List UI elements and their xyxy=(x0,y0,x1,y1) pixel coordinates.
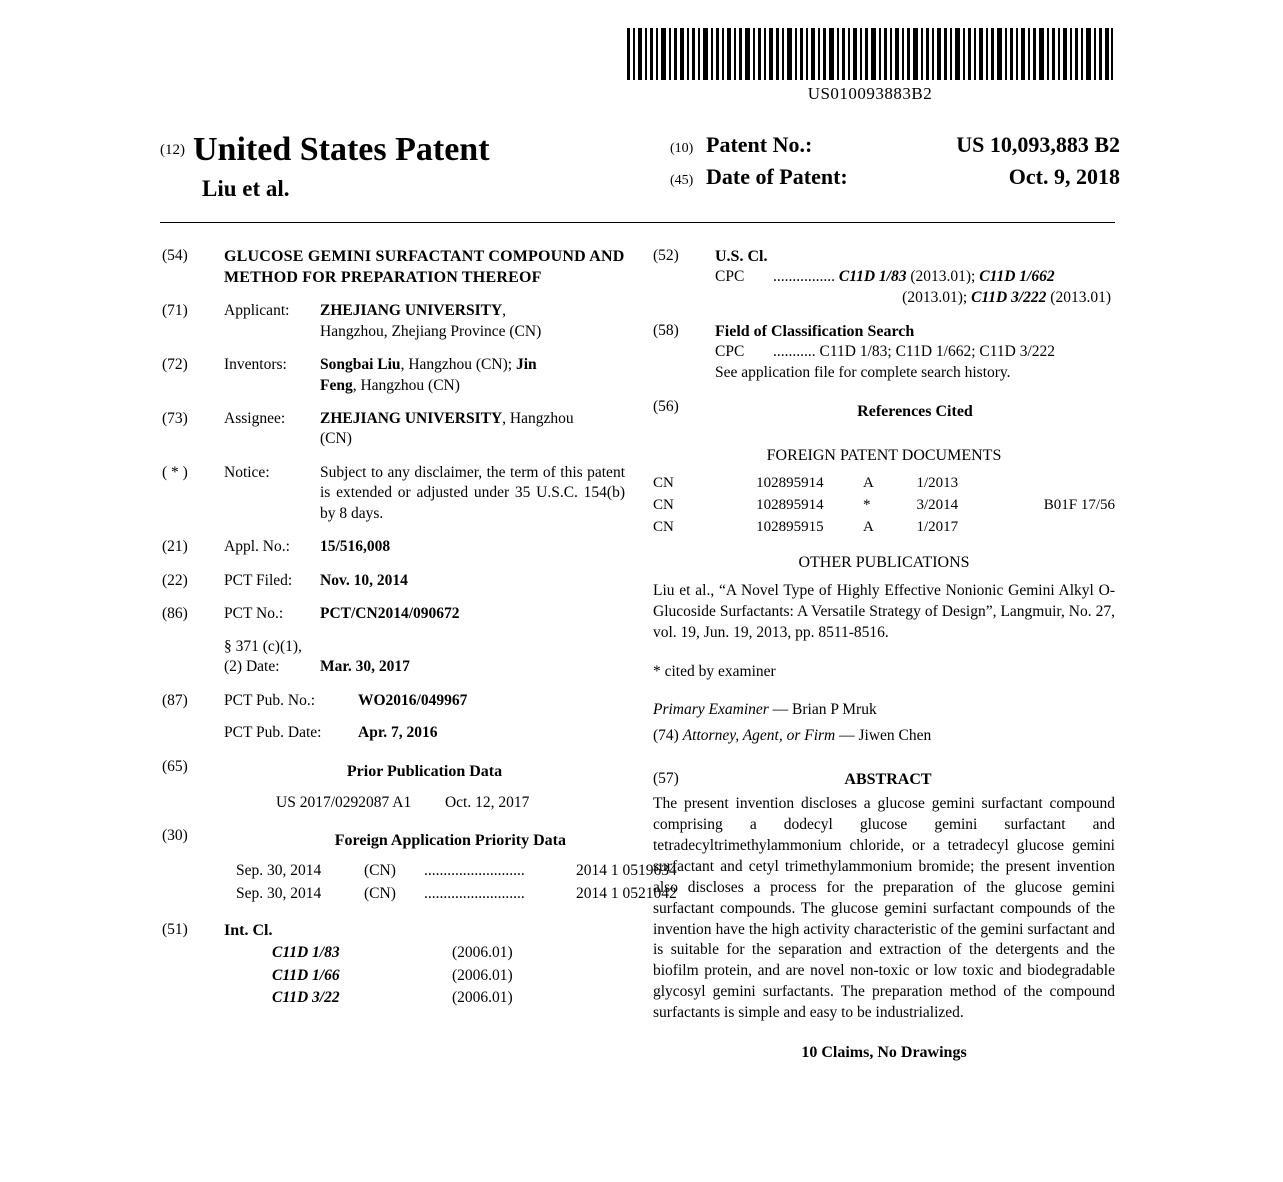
inventors-label: Inventors: xyxy=(224,356,287,374)
assignee-country: (CN) xyxy=(320,430,352,448)
foreign-priority-dots: .......................... xyxy=(424,862,525,880)
foreign-docs-table xyxy=(653,474,1115,537)
foreign-priority-number: 2014 1 0519634 xyxy=(576,862,677,880)
us-cl-line2 xyxy=(715,288,1115,308)
foreign-doc-number: 102895915 xyxy=(756,518,824,535)
int-cl-heading: Int. Cl. xyxy=(224,922,273,940)
foreign-doc-class xyxy=(1000,518,1115,538)
foreign-doc-class xyxy=(1000,474,1115,494)
abstract-heading-row xyxy=(653,769,1115,790)
field-us-cl xyxy=(653,246,1115,308)
us-cl-value-1-suffix: (2013.01); xyxy=(906,268,980,286)
section-371-date-label: (2) Date: xyxy=(224,658,280,676)
patent-title-left xyxy=(160,132,660,202)
pct-no-label: PCT No.: xyxy=(224,605,284,623)
int-cl-table xyxy=(272,943,625,1008)
field-refs-tag: (56) xyxy=(653,398,679,416)
attorney-row xyxy=(653,726,1115,746)
us-cl-line2-prefix: (2013.01); xyxy=(902,288,972,306)
field-us-cl-tag: (52) xyxy=(653,247,679,264)
int-cl-year: (2006.01) xyxy=(452,989,513,1007)
field-references-cited xyxy=(653,397,1115,432)
inventor-2-name-part2: Feng xyxy=(320,376,353,394)
us-cl-dots: ................ xyxy=(773,268,835,286)
foreign-priority-row xyxy=(224,884,677,904)
cls-search-heading: Field of Classification Search xyxy=(715,323,915,341)
kind-code-tag: (12) xyxy=(160,142,185,158)
us-cl-cpc-key: CPC xyxy=(715,268,745,286)
patent-number-row xyxy=(670,132,1120,158)
foreign-doc-date: 3/2014 xyxy=(916,497,959,514)
int-cl-code: C11D 3/22 xyxy=(272,989,340,1007)
field-notice-tag: ( * ) xyxy=(162,463,188,481)
barcode-block xyxy=(625,28,1115,104)
field-pct-no xyxy=(160,604,625,677)
other-publication-citation: Liu et al., “A Novel Type of Highly Effective Nonionic Gemini Alkyl O-Glucoside Surfactants: A Versatile Strategy of Design”, Langmuir, No. 27, vol. 19, Jun. 19, 2013, pp. 8511-8516. xyxy=(653,581,1115,641)
foreign-doc-number: 102895914 xyxy=(756,497,824,514)
int-cl-year: (2006.01) xyxy=(452,966,513,984)
field-pct-filed xyxy=(160,571,625,591)
patent-date-row xyxy=(670,164,1120,190)
foreign-doc-kind: * xyxy=(863,497,871,514)
field-prior-pub-tag: (65) xyxy=(162,758,188,776)
foreign-doc-row xyxy=(653,474,1115,494)
int-cl-row xyxy=(272,988,625,1008)
field-assignee xyxy=(160,409,625,450)
prior-pub-block xyxy=(224,757,625,813)
attorney-tag: (74) xyxy=(653,727,679,745)
field-assignee-tag: (73) xyxy=(162,410,188,428)
pct-filed-value: Nov. 10, 2014 xyxy=(320,571,408,589)
patent-number-label: Patent No.: xyxy=(706,132,813,157)
applicant-address: Hangzhou, Zhejiang Province (CN) xyxy=(320,322,542,340)
us-cl-heading: U.S. Cl. xyxy=(715,248,768,265)
assignee-name: ZHEJIANG UNIVERSITY xyxy=(320,410,503,428)
inventor-1-name: Songbai Liu xyxy=(320,356,401,374)
field-prior-publication xyxy=(160,757,625,813)
cls-search-cpc-line xyxy=(715,342,1115,362)
field-inventors xyxy=(160,355,625,396)
barcode-number: US010093883B2 xyxy=(807,84,933,103)
inventor-2-name-part1: Jin xyxy=(515,356,537,374)
foreign-priority-country: (CN) xyxy=(364,862,396,880)
primary-examiner-value: — Brian P Mruk xyxy=(768,700,877,718)
field-applicant xyxy=(160,301,625,342)
pct-pub-label: PCT Pub. No.: xyxy=(224,691,316,709)
foreign-priority-dots: .......................... xyxy=(424,884,525,902)
pct-filed-block xyxy=(224,571,625,591)
foreign-doc-kind: A xyxy=(863,475,874,492)
foreign-docs-heading: FOREIGN PATENT DOCUMENTS xyxy=(766,447,1002,465)
patent-date-value: Oct. 9, 2018 xyxy=(1008,164,1120,189)
patent-date-tag: (45) xyxy=(670,173,694,188)
field-appl-no-tag: (21) xyxy=(162,538,188,556)
references-heading: References Cited xyxy=(857,403,973,421)
field-pct-pub-tag: (87) xyxy=(162,691,188,709)
foreign-priority-country: (CN) xyxy=(364,884,396,902)
bibliographic-right-column xyxy=(653,246,1115,1063)
foreign-priority-number: 2014 1 0521042 xyxy=(576,884,677,902)
us-cl-cpc-line xyxy=(715,267,1115,287)
cls-search-dots: ........... xyxy=(773,343,816,361)
other-publications xyxy=(653,552,1115,644)
int-cl-block xyxy=(224,920,625,1010)
us-patent-text: United States Patent xyxy=(193,131,490,168)
foreign-doc-kind: A xyxy=(863,518,874,535)
inventor-surname-line: Liu et al. xyxy=(202,175,290,201)
section-371-date-value: Mar. 30, 2017 xyxy=(320,658,410,676)
barcode-image xyxy=(625,28,1115,80)
prior-pub-date: Oct. 12, 2017 xyxy=(444,793,530,811)
cls-search-note: See application file for complete search history. xyxy=(715,363,1011,381)
invention-title: GLUCOSE GEMINI SURFACTANT COMPOUND AND METHOD FOR PREPARATION THEREOF xyxy=(224,248,625,287)
pct-pub-value: WO2016/049967 xyxy=(358,691,468,709)
patent-date-label: Date of Patent: xyxy=(706,164,848,189)
foreign-doc-date: 1/2017 xyxy=(916,518,959,535)
foreign-doc-country: CN xyxy=(653,518,674,535)
field-notice xyxy=(160,463,625,524)
assignee-city: , Hangzhou xyxy=(502,410,574,428)
appl-no-block xyxy=(224,537,625,557)
notice-label: Notice: xyxy=(224,463,270,481)
foreign-doc-country: CN xyxy=(653,475,674,492)
inventor-2-city: , Hangzhou (CN) xyxy=(352,376,460,394)
us-cl-line2-suffix: (2013.01) xyxy=(1046,288,1111,306)
foreign-priority-heading: Foreign Application Priority Data xyxy=(334,832,566,850)
foreign-priority-block xyxy=(224,826,677,906)
abstract-heading: ABSTRACT xyxy=(844,770,932,788)
patent-title-right xyxy=(670,132,1120,196)
cls-search-value: C11D 1/83; C11D 1/662; C11D 3/222 xyxy=(819,343,1056,361)
inventors-block xyxy=(224,355,625,396)
other-publications-heading: OTHER PUBLICATIONS xyxy=(798,553,970,571)
section-371-line1: § 371 (c)(1), xyxy=(224,637,302,655)
foreign-priority-date: Sep. 30, 2014 xyxy=(236,862,322,880)
foreign-doc-class: B01F 17/56 xyxy=(1043,497,1115,514)
attorney-label: Attorney, Agent, or Firm xyxy=(682,727,836,745)
assignee-block xyxy=(224,409,625,450)
pct-no-block xyxy=(224,604,625,677)
field-applicant-tag: (71) xyxy=(162,302,188,320)
pct-pub-block xyxy=(224,691,625,744)
field-classification-search xyxy=(653,321,1115,383)
foreign-doc-country: CN xyxy=(653,497,674,514)
int-cl-row xyxy=(272,943,625,963)
int-cl-code: C11D 1/66 xyxy=(272,966,340,984)
foreign-priority-row xyxy=(224,861,677,881)
field-title xyxy=(160,246,625,288)
appl-no-value: 15/516,008 xyxy=(320,538,391,556)
field-foreign-tag: (30) xyxy=(162,827,188,845)
attorney-value: — Jiwen Chen xyxy=(835,727,932,745)
foreign-patent-documents xyxy=(653,445,1115,538)
notice-block xyxy=(224,463,625,524)
foreign-doc-date: 1/2013 xyxy=(916,475,959,492)
field-pct-filed-tag: (22) xyxy=(162,571,188,589)
patent-number-tag: (10) xyxy=(670,141,694,156)
field-inventors-tag: (72) xyxy=(162,356,188,374)
cls-search-block xyxy=(715,321,1115,383)
field-pct-pub xyxy=(160,691,625,744)
notice-text: Subject to any disclaimer, the term of this patent is extended or adjusted under 35 U.S.C. 154(b) by 8 days. xyxy=(320,463,625,522)
field-int-cl xyxy=(160,920,625,1010)
claims-count-line: 10 Claims, No Drawings xyxy=(801,1044,967,1062)
pct-no-value: PCT/CN2014/090672 xyxy=(320,605,460,623)
field-foreign-priority xyxy=(160,826,677,906)
patent-number-value: US 10,093,883 B2 xyxy=(956,132,1120,157)
prior-pub-number: US 2017/0292087 A1 xyxy=(276,793,412,811)
pct-pub-date-value: Apr. 7, 2016 xyxy=(358,724,438,742)
abstract-text: The present invention discloses a glucose gemini surfactant compound comprising a dodecyl glucose gemini surfactant and tetradecyltrimethylammonium chloride, or a tetradecyl glucose gemini surfactant and cetyl trimethylammonium bromide; the present invention also discloses a process for the preparation of the glucose gemini surfactant compounds. The glucose gemini surfactant compounds of the invention have the high activity characteristic of the gemini surfactant and is suitable for the separation and extraction of the detergents and the biofilm protein, and are novel non-toxic or low toxic and biodegradable glycosyl gemini surfactants. The preparation method of the compound surfactants is simple and easy to be industrialized. xyxy=(653,794,1115,1022)
abstract-tag: (57) xyxy=(653,769,679,787)
applicant-name-suffix: , xyxy=(502,302,507,320)
field-pct-no-tag: (86) xyxy=(162,605,188,623)
foreign-doc-row xyxy=(653,518,1115,538)
applicant-name: ZHEJIANG UNIVERSITY xyxy=(320,302,503,320)
field-title-tag: (54) xyxy=(162,247,188,264)
foreign-doc-row xyxy=(653,496,1115,516)
int-cl-row xyxy=(272,966,625,986)
applicant-label: Applicant: xyxy=(224,302,290,320)
pct-filed-label: PCT Filed: xyxy=(224,571,293,589)
us-cl-value-3: C11D 3/222 xyxy=(971,288,1047,306)
header-divider xyxy=(160,222,1115,223)
references-block xyxy=(715,397,1115,432)
page-title xyxy=(160,132,660,168)
foreign-priority-date: Sep. 30, 2014 xyxy=(236,884,322,902)
inventor-1-city: , Hangzhou (CN); xyxy=(400,356,516,374)
primary-examiner-label: Primary Examiner xyxy=(653,700,769,718)
us-cl-value-2: C11D 1/662 xyxy=(979,268,1055,286)
patent-header xyxy=(160,132,1120,202)
applicant-block xyxy=(224,301,625,342)
us-cl-block xyxy=(715,246,1115,308)
pct-pub-date-label: PCT Pub. Date: xyxy=(224,724,322,742)
primary-examiner-row xyxy=(653,700,1115,720)
field-int-cl-tag: (51) xyxy=(162,921,188,939)
us-cl-value-1: C11D 1/83 xyxy=(838,268,907,286)
field-cls-search-tag: (58) xyxy=(653,322,679,340)
appl-no-label: Appl. No.: xyxy=(224,538,290,556)
cls-search-cpc-key: CPC xyxy=(715,343,745,361)
int-cl-year: (2006.01) xyxy=(452,944,513,962)
assignee-label: Assignee: xyxy=(224,410,286,428)
field-appl-no xyxy=(160,537,625,557)
prior-pub-heading: Prior Publication Data xyxy=(346,763,503,781)
cited-by-examiner: * cited by examiner xyxy=(653,662,776,680)
foreign-doc-number: 102895914 xyxy=(756,475,824,492)
int-cl-code: C11D 1/83 xyxy=(272,944,340,962)
